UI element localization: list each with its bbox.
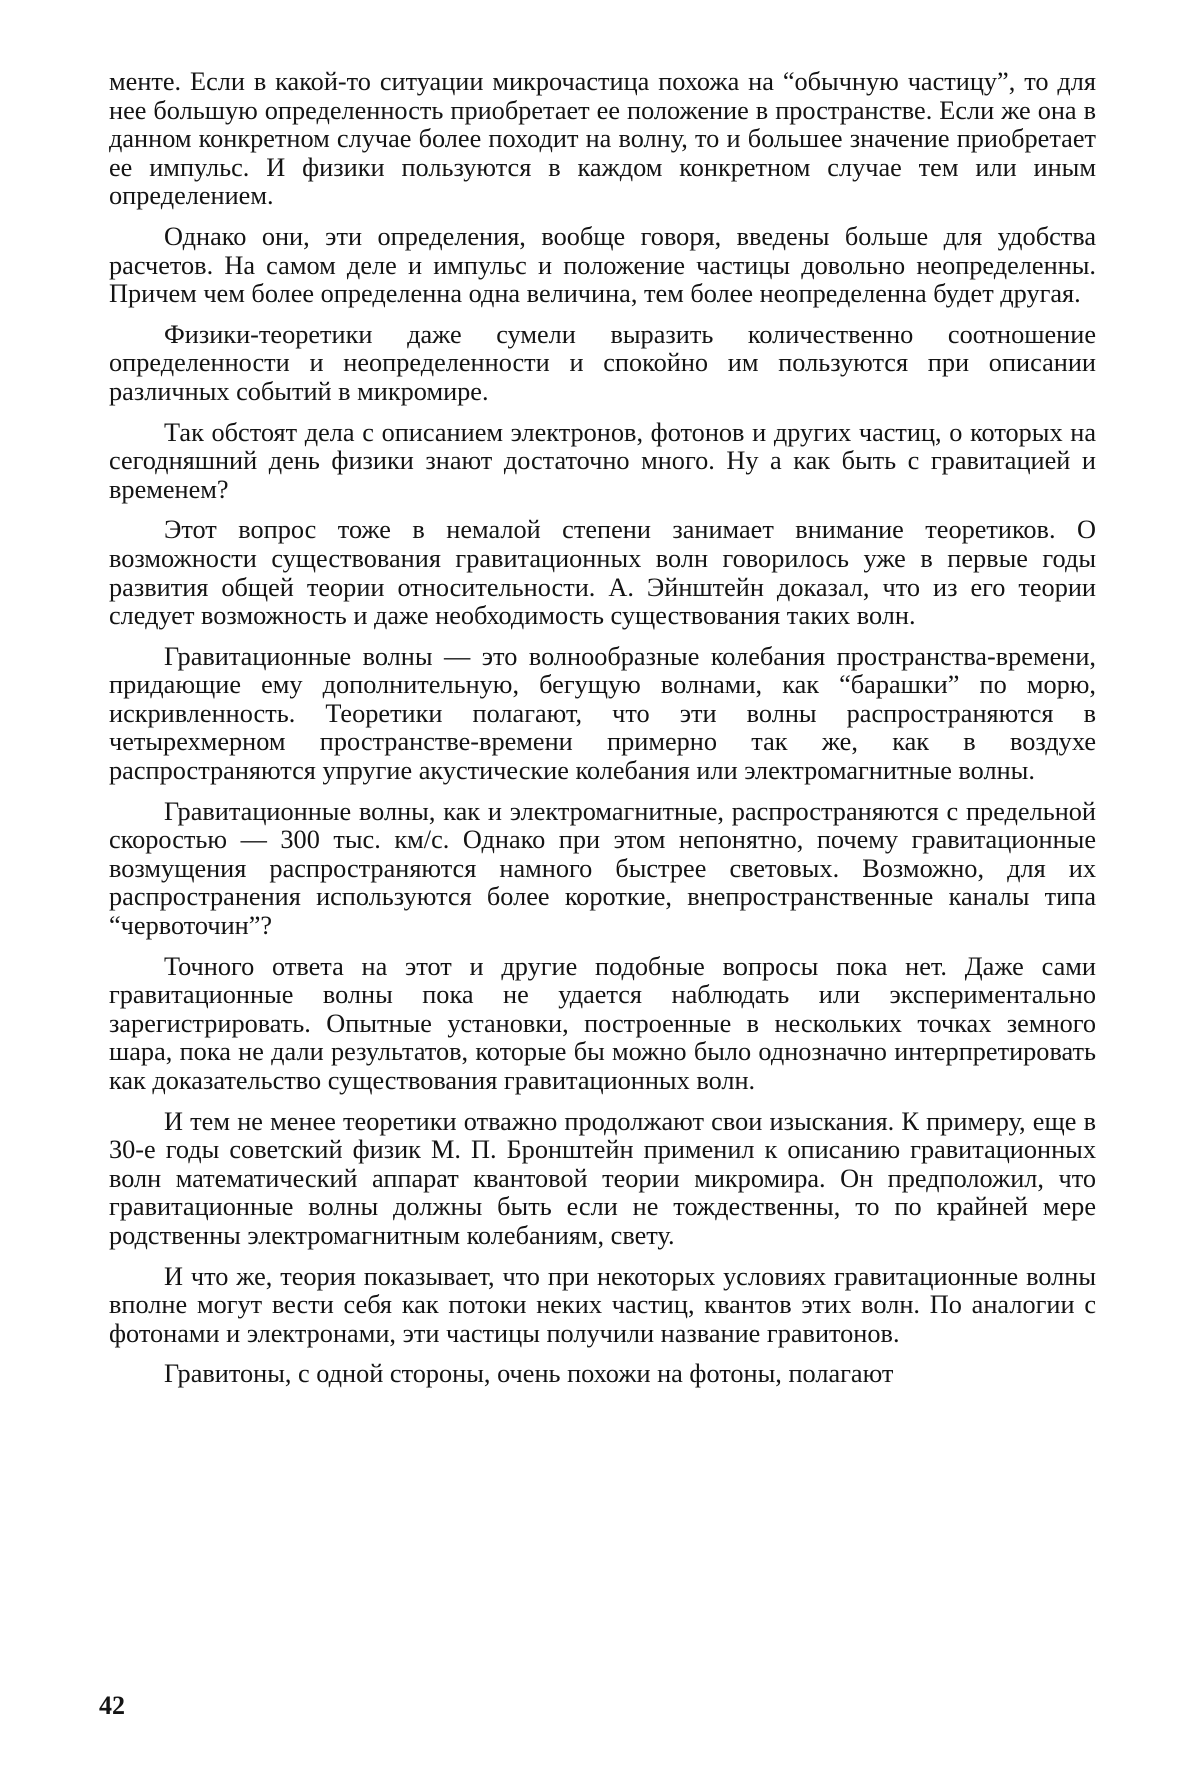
paragraph-4: Так обстоят дела с описанием электронов, фотонов и других частиц, о которых на сегодняшний день физики знают достаточно много. Ну а как быть с гравитацией и временем? <box>109 419 1096 505</box>
paragraph-11: Гравитоны, с одной стороны, очень похожи на фотоны, полагают <box>109 1360 1096 1389</box>
paragraph-8: Точного ответа на этот и другие подобные вопросы пока нет. Даже сами гравитационные волны пока не удается наблюдать или экспериментально зарегистрировать. Опытные установки, построенные в нескольких точках земного шара, пока не дали результатов, которые бы можно было однозначно интерпретировать как доказательство существования гравитационных волн. <box>109 953 1096 1096</box>
paragraph-7: Гравитационные волны, как и электромагнитные, распространяются с предельной скоростью — 300 тыс. км/с. Однако при этом непонятно, почему гравитационные возмущения распространяются намного быстрее световых. Возможно, для их распространения используются более короткие, внепространственные каналы типа “червоточин”? <box>109 798 1096 941</box>
paragraph-9: И тем не менее теоретики отважно продолжают свои изыскания. К примеру, еще в 30-е годы советский физик М. П. Бронштейн применил к описанию гравитационных волн математический аппарат квантовой теории микромира. Он предположил, что гравитационные волны должны быть если не тождественны, то по крайней мере родственны электромагнитным колебаниям, свету. <box>109 1108 1096 1251</box>
page-body-text <box>109 68 1096 1401</box>
paragraph-5: Этот вопрос тоже в немалой степени занимает внимание теоретиков. О возможности существования гравитационных волн говорилось уже в первые годы развития общей теории относительности. А. Эйнштейн доказал, что из его теории следует возможность и даже необходимость существования таких волн. <box>109 516 1096 630</box>
page-number: 42 <box>99 1691 125 1721</box>
paragraph-10: И что же, теория показывает, что при некоторых условиях гравитационные волны вполне могут вести себя как потоки неких частиц, квантов этих волн. По аналогии с фотонами и электронами, эти частицы получили название гравитонов. <box>109 1263 1096 1349</box>
paragraph-3: Физики-теоретики даже сумели выразить количественно соотношение определенности и неопределенности и спокойно им пользуются при описании различных событий в микромире. <box>109 321 1096 407</box>
paragraph-1: менте. Если в какой-то ситуации микрочастица похожа на “обычную частицу”, то для нее большую определенность приобретает ее положение в пространстве. Если же она в данном конкретном случае более походит на волну, то и большее значение приобретает ее импульс. И физики пользуются в каждом конкретном случае тем или иным определением. <box>109 68 1096 211</box>
paragraph-2: Однако они, эти определения, вообще говоря, введены больше для удобства расчетов. На самом деле и импульс и положение частицы довольно неопределенны. Причем чем более определенна одна величина, тем более неопределенна будет другая. <box>109 223 1096 309</box>
book-page <box>0 0 1200 1781</box>
paragraph-6: Гравитационные волны — это волнообразные колебания пространства-времени, придающие ему дополнительную, бегущую волнами, как “барашки” по морю, искривленность. Теоретики полагают, что эти волны распространяются в четырехмерном пространстве-времени примерно так же, как в воздухе распространяются упругие акустические колебания или электромагнитные волны. <box>109 643 1096 786</box>
